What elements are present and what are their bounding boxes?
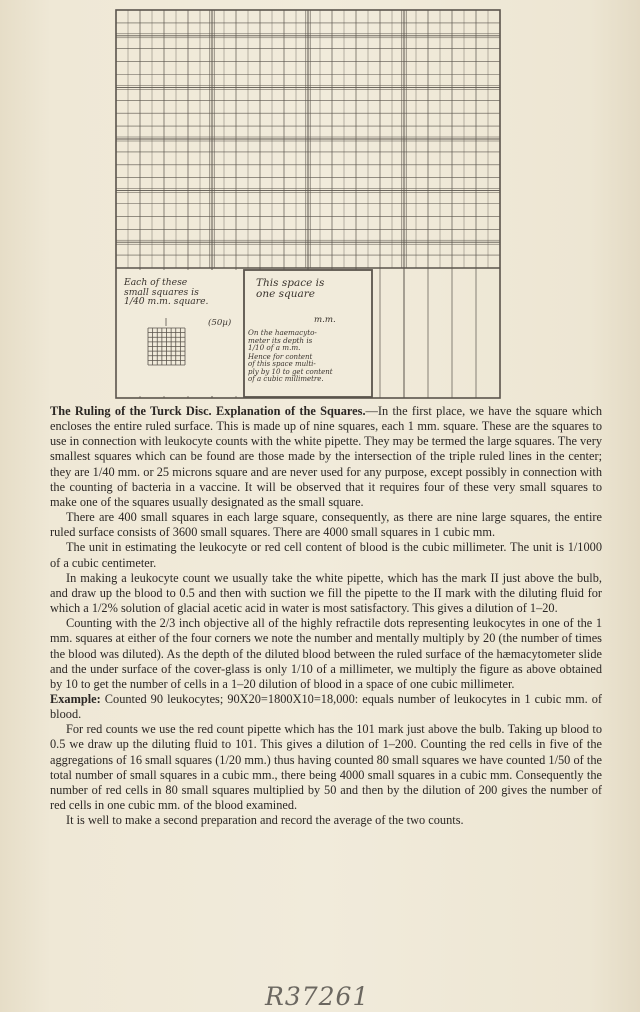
handwritten-note-mm: m.m.	[314, 315, 336, 325]
paragraph-example	[50, 692, 602, 722]
paragraph-1-text: —In the first place, we have the square which encloses the entire ruled surface. This is made up of nine squares, each 1 mm. square. These are the squares to use in connection with leukocyte counts with the white pipette. They may be termed the large squares. The very smallest squares which can be found are those made by the intersection of the triple ruled lines in the center; they are 1/40 mm. or 25 microns square and are never used for any purpose, except possibly in connection with the counting of bacteria in a vaccine. It will be observed that it requires four of these very small squares to make one of the squares usually designated as the small square.	[50, 404, 602, 509]
example-label: Example:	[50, 691, 101, 706]
paragraph-intro	[50, 404, 602, 510]
handwritten-note-micron-size: (50µ)	[208, 318, 232, 328]
handwritten-note-one-square: This space is one square	[256, 277, 325, 301]
article-heading: The Ruling of the Turck Disc. Explanation of the Squares.	[50, 404, 366, 418]
paragraph-4: In making a leukocyte count we usually take the white pipette, which has the mark II just above the bulb, and draw up the blood to 0.5 and then with suction we fill the pipette to the II mark with the diluting fluid for which a 1/2% solution of glacial acetic acid in water is most satisfactory. This gives a dilution of 1–20.	[50, 570, 602, 616]
paragraph-5: Counting with the 2/3 inch objective all of the highly refractile dots representing leukocytes in one of the 1 mm. squares at either of the four corners we note the number and mentally multiply by 20 (the number of times the blood was diluted). As the depth of the diluted blood between the ruled surface of the hæmacytometer slide and the under surface of the cover-glass is only 1/10 of a millimeter, we multiply the figure as above obtained by 10 to get the number of cells in a 1–20 dilution of blood in a space of one cubic millimeter.	[50, 616, 602, 691]
example-text: Counted 90 leukocytes; 90X20=1800X10=18,000: equals number of leukocytes in 1 cubic mm. of blood.	[50, 691, 602, 722]
paragraph-7: It is well to make a second preparation and record the average of the two counts.	[66, 813, 464, 828]
paragraph-3: The unit in estimating the leukocyte or red cell content of blood is the cubic millimeter. The unit is 1/1000 of a cubic centimeter.	[50, 540, 602, 570]
handwritten-note-small-squares: Each of these small squares is 1/40 m.m. square.	[124, 277, 209, 308]
accession-stamp: R37261	[265, 982, 370, 1011]
handwritten-note-content: Hence for content of this space multi- ply by 10 to get content of a cubic millimetre.	[248, 353, 333, 384]
paragraph-6: For red counts we use the red count pipette which has the 101 mark just above the bulb. Taking up blood to 0.5 we draw up the diluting fluid to 101. This gives a dilution of 1–200. Counting the red cells in five of the aggregations of 16 small squares (1/20 mm.) thus having counted 80 small squares we have counted 1/50 of the total number of small squares in a cubic mm., there being 4000 small squares in a cubic mm. Consequently the number of red cells in 80 small squares multiplied by 50 and then by the dilution of 200 gives the number of red cells in one cubic mm. of the blood examined.	[50, 722, 602, 813]
handwritten-note-depth: On the haemacyto- meter its depth is 1/10 of a m.m.	[248, 328, 317, 353]
paragraph-2: There are 400 small squares in each large square, consequently, as there are nine large squares, the entire ruled surface consists of 3600 small squares. There are 4000 small squares in 1 cubic mm.	[50, 510, 602, 540]
article-body	[50, 404, 602, 828]
